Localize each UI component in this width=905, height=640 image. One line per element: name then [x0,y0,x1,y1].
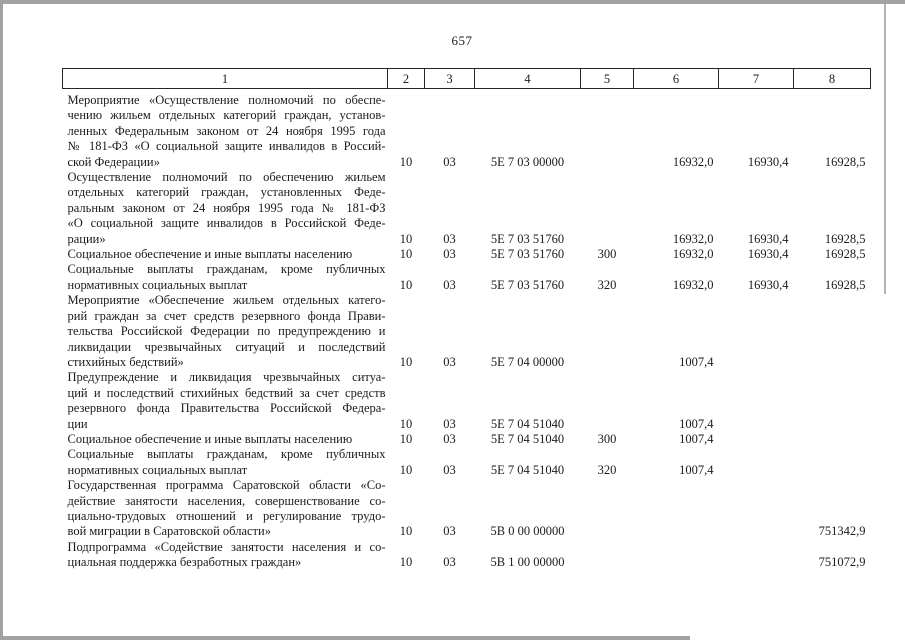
row-target-article-code: 5Е 7 03 51760 [490,247,565,262]
row-amount-year-3: 751072,9 [818,555,866,570]
row-razdel: 10 [399,154,413,169]
row-target-article-code: 5Е 7 04 51040 [490,462,565,477]
row-podrazdel: 03 [443,354,456,369]
column-header-8: 8 [794,69,871,89]
row-podrazdel: 03 [443,524,456,539]
row-target-article-code: 5Е 7 04 51040 [490,416,565,431]
row-podrazdel: 03 [443,462,456,477]
row-expense-type [581,293,634,370]
row-amount-year-3 [794,370,871,432]
table-row [63,447,871,478]
row-amount-year-3 [794,432,871,447]
row-amount-year-1 [634,540,719,571]
row-target-article-code: 5Е 7 04 00000 [490,354,565,369]
column-header-3: 3 [425,69,475,89]
row-amount-year-2: 16930,4 [747,154,789,169]
row-amount-year-3: 16928,5 [824,277,866,292]
table-row [63,293,871,370]
scan-edge-left [0,0,3,640]
table-row [63,540,871,571]
table-header [63,69,871,89]
row-amount-year-3: 16928,5 [824,247,866,262]
budget-table-body [63,89,871,571]
row-expense-type [581,370,634,432]
row-name: Государственная программа Саратовской области «Со- действие занятости населения, совершенствование со- циально-трудовых отношений и регулирование трудо- вой миграции в Саратовской области» [67,478,386,539]
budget-table [62,68,871,571]
row-amount-year-1: 1007,4 [679,431,714,446]
row-razdel: 10 [399,555,413,570]
row-target-article-code: 5В 0 00 00000 [490,524,565,539]
row-amount-year-2 [719,540,794,571]
table-row [63,432,871,447]
row-name: Мероприятие «Обеспечение жильем отдельных катего- рий граждан за счет средств резервного фонда Прави- тельства Российской Федерации по предупреждению и ликвидации чрезвычайных ситуаций и последствий стихийных бедствий» [67,293,386,369]
column-header-4: 4 [475,69,581,89]
row-name: Предупреждение и ликвидация чрезвычайных ситуа- ций и последствий стихийных бедствий за счет средств резервного фонда Правительства Российской Федера- ции [67,370,386,431]
row-expense-type [581,478,634,540]
row-name: Социальные выплаты гражданам, кроме публичных нормативных социальных выплат [67,447,386,477]
row-expense-type [581,540,634,571]
row-expense-type: 300 [597,431,617,446]
column-header-1: 1 [63,69,388,89]
row-target-article-code: 5В 1 00 00000 [490,555,565,570]
row-name: Подпрограмма «Содействие занятости населения и со- циальная поддержка безработных граждан» [67,539,386,570]
row-razdel: 10 [399,354,413,369]
row-name: Осуществление полномочий по обеспечению жильем отдельных категорий граждан, установленных Феде- ральным законом от 24 ноября 1995 года № 181-ФЗ «О социальной защите инвалидов в Российской Феде- рации» [67,170,386,246]
column-header-2: 2 [388,69,425,89]
row-razdel: 10 [399,231,413,246]
column-header-5: 5 [581,69,634,89]
row-amount-year-2 [719,293,794,370]
scan-edge-top [0,0,905,4]
table-header-row [63,69,871,89]
table-row [63,170,871,247]
row-expense-type: 320 [597,462,617,477]
row-amount-year-1 [634,478,719,540]
row-amount-year-2: 16930,4 [747,247,789,262]
table-row [63,370,871,432]
row-target-article-code: 5Е 7 03 51760 [490,231,565,246]
table-row [63,247,871,262]
row-podrazdel: 03 [443,431,456,446]
table-row [63,262,871,293]
scan-edge-bottom [0,636,690,640]
row-name: Мероприятие «Осуществление полномочий по обеспе- чению жильем отдельных категорий граждан, установ- ленных Федеральным законом от 24 ноября 1995 года № 181-ФЗ «О социальной защите инвалидов в Россий- ской Федерации» [67,93,386,169]
row-name: Социальные выплаты гражданам, кроме публичных нормативных социальных выплат [67,262,386,292]
row-amount-year-2: 16930,4 [747,277,789,292]
row-amount-year-3 [794,447,871,478]
row-name: Социальное обеспечение и иные выплаты населению [67,431,353,446]
table-row [63,89,871,171]
row-podrazdel: 03 [443,247,456,262]
row-amount-year-1: 1007,4 [679,462,714,477]
row-razdel: 10 [399,431,413,446]
row-amount-year-2: 16930,4 [747,231,789,246]
row-razdel: 10 [399,247,413,262]
row-amount-year-2 [719,447,794,478]
row-target-article-code: 5Е 7 03 51760 [490,277,565,292]
row-amount-year-3: 16928,5 [824,231,866,246]
row-amount-year-1: 16932,0 [672,154,714,169]
row-expense-type: 300 [597,247,617,262]
row-amount-year-2 [719,370,794,432]
row-amount-year-2 [719,478,794,540]
row-amount-year-1: 1007,4 [679,354,714,369]
row-expense-type [581,89,634,171]
row-razdel: 10 [399,524,413,539]
row-podrazdel: 03 [443,231,456,246]
row-podrazdel: 03 [443,416,456,431]
row-name: Социальное обеспечение и иные выплаты населению [67,247,353,262]
column-header-6: 6 [634,69,719,89]
row-amount-year-3: 16928,5 [824,154,866,169]
row-amount-year-3 [794,293,871,370]
row-podrazdel: 03 [443,277,456,292]
row-amount-year-2 [719,432,794,447]
row-amount-year-1: 1007,4 [679,416,714,431]
row-razdel: 10 [399,416,413,431]
page-number: 657 [451,33,473,48]
row-amount-year-1: 16932,0 [672,277,714,292]
row-amount-year-1: 16932,0 [672,247,714,262]
column-header-7: 7 [719,69,794,89]
row-target-article-code: 5Е 7 03 00000 [490,154,565,169]
row-podrazdel: 03 [443,154,456,169]
row-expense-type [581,170,634,247]
table-row [63,478,871,540]
row-razdel: 10 [399,277,413,292]
row-amount-year-3: 751342,9 [818,524,866,539]
row-podrazdel: 03 [443,555,456,570]
row-target-article-code: 5Е 7 04 51040 [490,431,565,446]
row-expense-type: 320 [597,277,617,292]
row-razdel: 10 [399,462,413,477]
row-amount-year-1: 16932,0 [672,231,714,246]
